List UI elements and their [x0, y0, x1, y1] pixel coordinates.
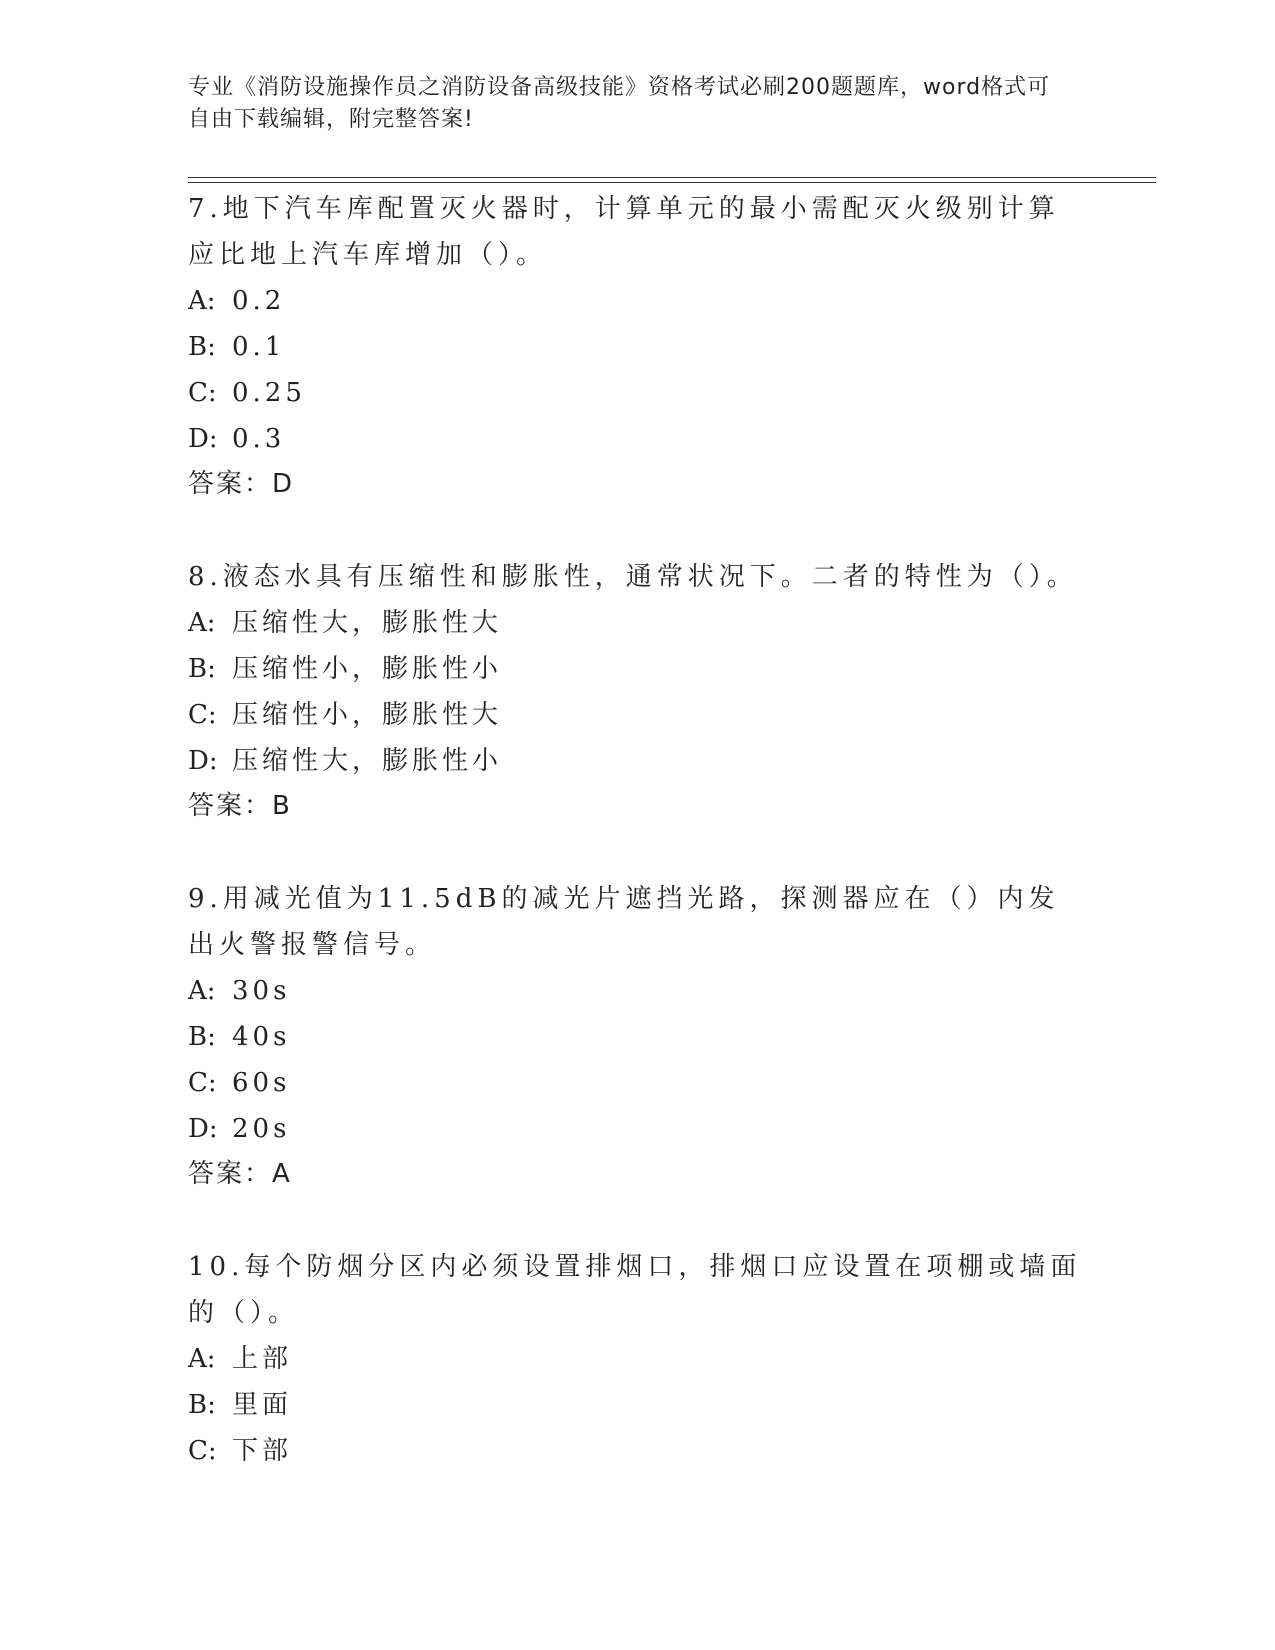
- option-a: [188, 1336, 1088, 1382]
- option-text: 20s: [232, 1114, 291, 1144]
- option-c: [188, 370, 1088, 416]
- answer-line: 答案：D: [188, 469, 295, 499]
- option-text: 压缩性大，膨胀性小: [232, 746, 503, 776]
- option-text: 40s: [232, 1022, 291, 1052]
- header-divider-top: [188, 177, 1156, 178]
- option-b: [188, 646, 1088, 692]
- option-text: 60s: [232, 1068, 291, 1098]
- question-stem: 7.地下汽车库配置灭火器时，计算单元的最小需配灭火级别计算应比地上汽车库增加（）。: [188, 194, 1060, 270]
- option-a: [188, 600, 1088, 646]
- option-c: [188, 1428, 1088, 1474]
- header-intro-text: 专业《消防设施操作员之消防设备高级技能》资格考试必刷200题题库，word格式可自由下载编辑，附完整答案!: [188, 75, 1051, 132]
- option-key: C:: [188, 378, 217, 408]
- option-text: 压缩性小，膨胀性小: [232, 654, 503, 684]
- question-stem: 8.液态水具有压缩性和膨胀性，通常状况下。二者的特性为（）。: [188, 562, 1078, 592]
- answer-line: 答案：B: [188, 791, 292, 821]
- option-key: D:: [188, 424, 218, 454]
- question-9: [188, 876, 1088, 1196]
- question-7: [188, 186, 1088, 506]
- question-list: [188, 186, 1088, 1474]
- option-d: [188, 738, 1088, 784]
- option-text: 0.2: [232, 286, 286, 316]
- question-8: [188, 554, 1088, 828]
- option-key: B:: [188, 1390, 216, 1420]
- option-key: A:: [188, 1344, 216, 1374]
- option-text: 0.1: [232, 332, 286, 362]
- option-key: D:: [188, 1114, 218, 1144]
- option-a: [188, 968, 1088, 1014]
- option-key: D:: [188, 746, 218, 776]
- option-key: A:: [188, 286, 216, 316]
- option-key: C:: [188, 1436, 217, 1466]
- option-key: B:: [188, 332, 216, 362]
- header-divider-bottom: [188, 182, 1156, 183]
- option-text: 上部: [232, 1344, 293, 1374]
- question-stem: 9.用减光值为11.5dB的减光片遮挡光路，探测器应在（）内发出火警报警信号。: [188, 884, 1060, 960]
- option-b: [188, 324, 1088, 370]
- option-key: B:: [188, 654, 216, 684]
- option-d: [188, 416, 1088, 462]
- option-key: C:: [188, 1068, 217, 1098]
- option-c: [188, 1060, 1088, 1106]
- option-text: 0.25: [232, 378, 306, 408]
- question-stem: 10.每个防烟分区内必须设置排烟口，排烟口应设置在项棚或墙面的（）。: [188, 1252, 1082, 1328]
- option-text: 0.3: [232, 424, 286, 454]
- option-text: 压缩性小，膨胀性大: [232, 700, 503, 730]
- option-key: B:: [188, 1022, 216, 1052]
- option-b: [188, 1014, 1088, 1060]
- option-text: 30s: [232, 976, 291, 1006]
- option-d: [188, 1106, 1088, 1152]
- option-key: A:: [188, 608, 216, 638]
- option-text: 下部: [232, 1436, 293, 1466]
- question-10: [188, 1244, 1088, 1474]
- option-a: [188, 278, 1088, 324]
- option-key: C:: [188, 700, 217, 730]
- option-text: 压缩性大，膨胀性大: [232, 608, 503, 638]
- option-b: [188, 1382, 1088, 1428]
- answer-line: 答案：A: [188, 1159, 292, 1189]
- option-key: A:: [188, 976, 216, 1006]
- option-c: [188, 692, 1088, 738]
- document-header: [188, 72, 1068, 136]
- option-text: 里面: [232, 1390, 293, 1420]
